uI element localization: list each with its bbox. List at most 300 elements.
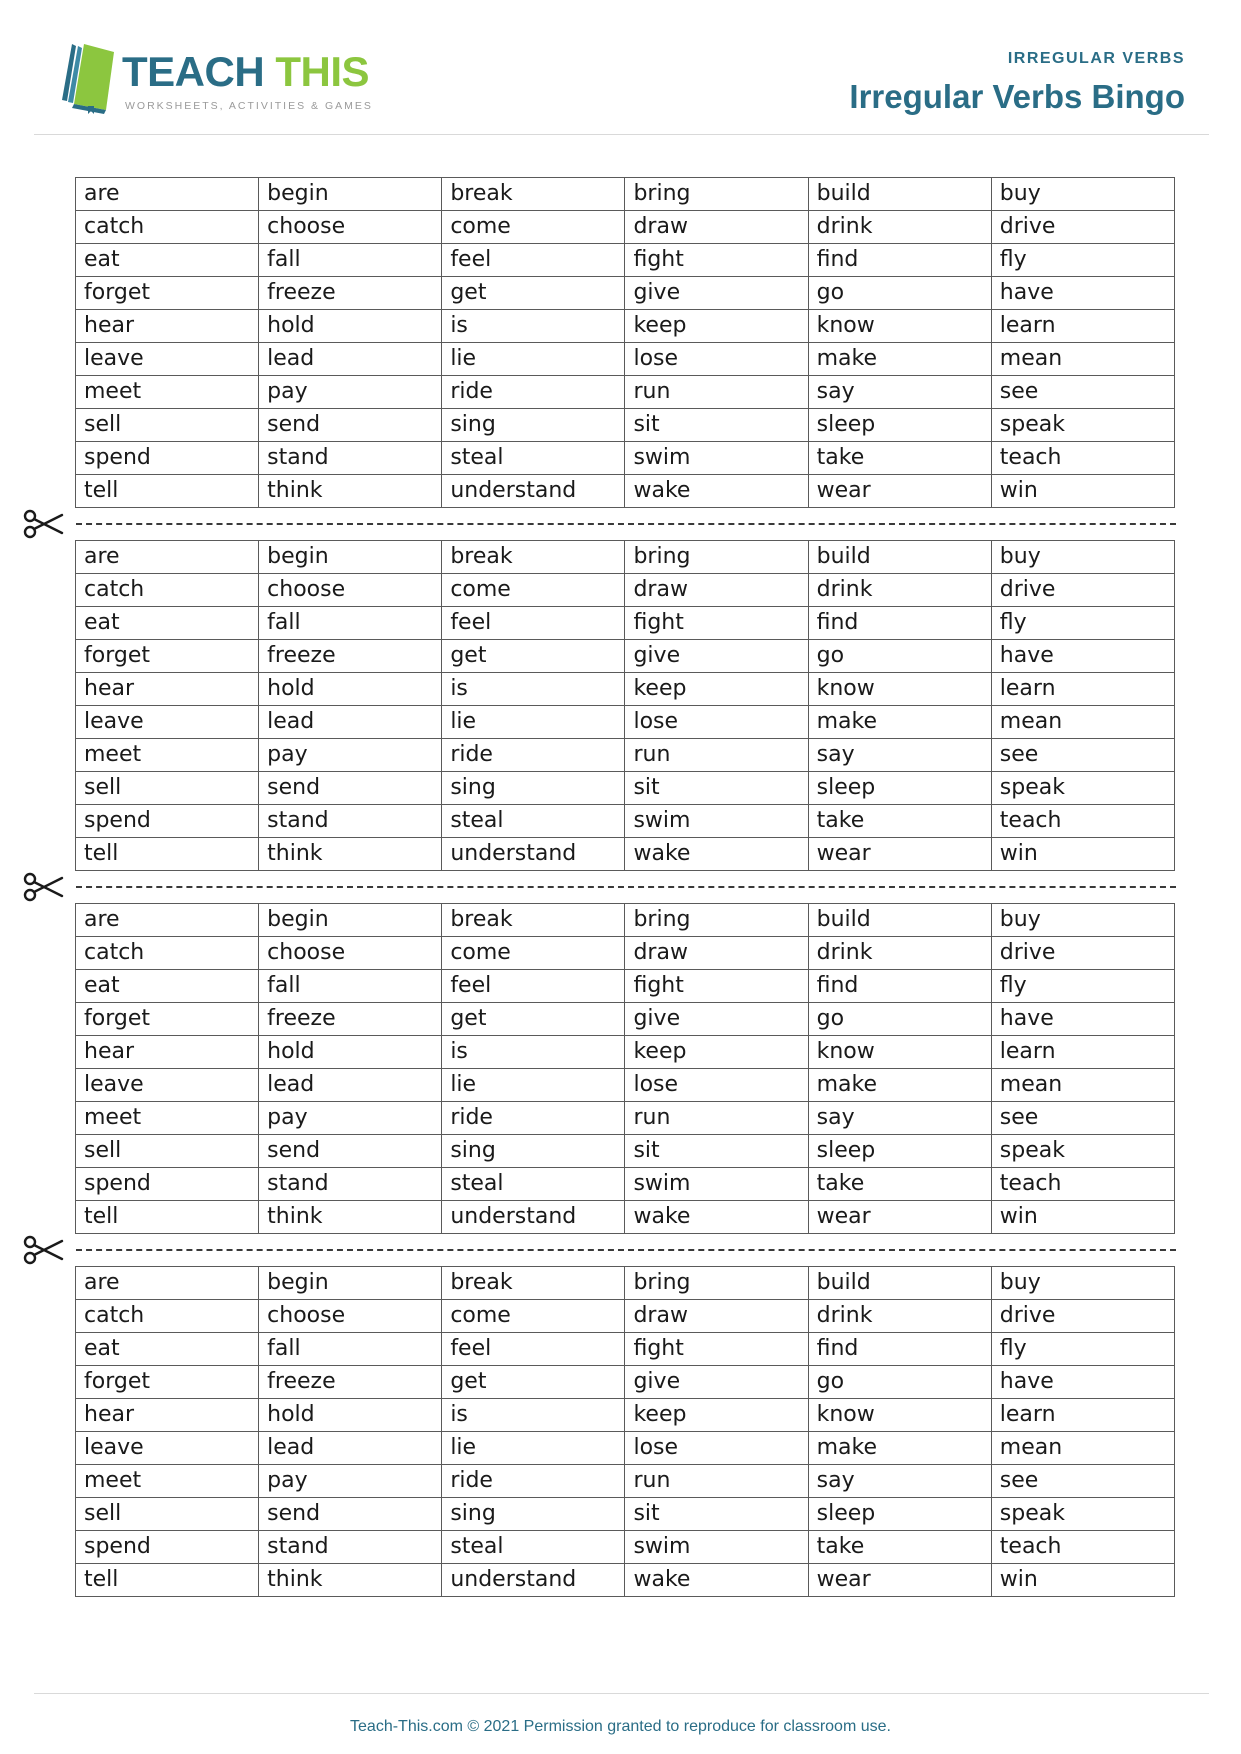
brand-name-part1: TEACH <box>122 48 265 95</box>
bingo-cell: hold <box>259 1399 442 1432</box>
cut-line <box>22 871 1197 903</box>
bingo-cell: fight <box>625 970 808 1003</box>
bingo-card <box>22 540 1197 871</box>
bingo-cell: swim <box>625 1531 808 1564</box>
bingo-cell: fight <box>625 1333 808 1366</box>
bingo-cell: speak <box>991 1135 1174 1168</box>
bingo-cell: say <box>808 739 991 772</box>
brand-tagline: WORKSHEETS, ACTIVITIES & GAMES <box>125 100 373 112</box>
bingo-cell: forget <box>76 640 259 673</box>
bingo-cell: fight <box>625 244 808 277</box>
bingo-cell: sell <box>76 1135 259 1168</box>
bingo-cell: fall <box>259 970 442 1003</box>
bingo-cell: have <box>991 640 1174 673</box>
bingo-cell: bring <box>625 1267 808 1300</box>
bingo-cell: sit <box>625 1498 808 1531</box>
bingo-cell: are <box>76 1267 259 1300</box>
scissors-icon <box>22 509 64 539</box>
brand-name <box>122 48 369 96</box>
page-header <box>0 0 1241 135</box>
bingo-row <box>76 409 1175 442</box>
bingo-cell: steal <box>442 442 625 475</box>
bingo-cell: break <box>442 178 625 211</box>
bingo-cell: lie <box>442 343 625 376</box>
bingo-cell: know <box>808 1036 991 1069</box>
bingo-cell: lead <box>259 706 442 739</box>
bingo-cell: see <box>991 1465 1174 1498</box>
bingo-cell: leave <box>76 706 259 739</box>
bingo-cell: is <box>442 1399 625 1432</box>
bingo-cell: give <box>625 277 808 310</box>
bingo-row <box>76 1564 1175 1597</box>
bingo-cell: bring <box>625 178 808 211</box>
bingo-row <box>76 772 1175 805</box>
bingo-cards-container <box>22 177 1197 1597</box>
bingo-cell: begin <box>259 904 442 937</box>
bingo-cell: fly <box>991 1333 1174 1366</box>
bingo-row <box>76 1201 1175 1234</box>
bingo-cell: forget <box>76 1003 259 1036</box>
bingo-cell: say <box>808 376 991 409</box>
brand-name-part2: THIS <box>275 48 370 95</box>
bingo-cell: take <box>808 1531 991 1564</box>
bingo-cell: wear <box>808 1201 991 1234</box>
bingo-cell: understand <box>442 838 625 871</box>
bingo-cell: understand <box>442 475 625 508</box>
bingo-row <box>76 178 1175 211</box>
bingo-row <box>76 1498 1175 1531</box>
bingo-cell: eat <box>76 607 259 640</box>
bingo-cell: keep <box>625 673 808 706</box>
bingo-cell: is <box>442 673 625 706</box>
bingo-cell: sing <box>442 1498 625 1531</box>
bingo-cell: lie <box>442 706 625 739</box>
bingo-cell: hear <box>76 673 259 706</box>
bingo-row <box>76 574 1175 607</box>
bingo-cell: hold <box>259 1036 442 1069</box>
bingo-cell: see <box>991 376 1174 409</box>
bingo-cell: learn <box>991 1036 1174 1069</box>
bingo-cell: send <box>259 409 442 442</box>
bingo-cell: stand <box>259 442 442 475</box>
bingo-row <box>76 211 1175 244</box>
bingo-cell: draw <box>625 937 808 970</box>
bingo-row <box>76 277 1175 310</box>
bingo-cell: sleep <box>808 772 991 805</box>
bingo-cell: sleep <box>808 1135 991 1168</box>
bingo-cell: sit <box>625 409 808 442</box>
bingo-cell: know <box>808 1399 991 1432</box>
bingo-cell: freeze <box>259 640 442 673</box>
bingo-cell: think <box>259 838 442 871</box>
bingo-cell: sit <box>625 1135 808 1168</box>
bingo-cell: feel <box>442 1333 625 1366</box>
bingo-row <box>76 607 1175 640</box>
bingo-cell: steal <box>442 1531 625 1564</box>
bingo-cell: teach <box>991 805 1174 838</box>
bingo-cell: are <box>76 904 259 937</box>
bingo-cell: freeze <box>259 1003 442 1036</box>
bingo-row <box>76 970 1175 1003</box>
bingo-card-table <box>75 177 1175 508</box>
bingo-card <box>22 1266 1197 1597</box>
bingo-cell: stand <box>259 1168 442 1201</box>
scissors-icon <box>22 872 64 902</box>
page-title: Irregular Verbs Bingo <box>849 78 1185 115</box>
bingo-cell: see <box>991 1102 1174 1135</box>
bingo-cell: have <box>991 277 1174 310</box>
bingo-cell: go <box>808 1366 991 1399</box>
bingo-row <box>76 739 1175 772</box>
bingo-cell: pay <box>259 1465 442 1498</box>
bingo-cell: swim <box>625 1168 808 1201</box>
bingo-cell: wear <box>808 838 991 871</box>
bingo-cell: make <box>808 1432 991 1465</box>
bingo-cell: come <box>442 937 625 970</box>
bingo-cell: lead <box>259 343 442 376</box>
dashed-cut-guide <box>76 886 1176 888</box>
bingo-cell: is <box>442 1036 625 1069</box>
bingo-cell: buy <box>991 904 1174 937</box>
bingo-cell: spend <box>76 1168 259 1201</box>
bingo-cell: drink <box>808 211 991 244</box>
bingo-card-table <box>75 540 1175 871</box>
bingo-cell: drive <box>991 1300 1174 1333</box>
bingo-card <box>22 903 1197 1234</box>
bingo-row <box>76 475 1175 508</box>
bingo-cell: run <box>625 1465 808 1498</box>
bingo-row <box>76 937 1175 970</box>
bingo-cell: go <box>808 277 991 310</box>
bingo-cell: buy <box>991 1267 1174 1300</box>
bingo-card <box>22 177 1197 508</box>
bingo-cell: hear <box>76 1036 259 1069</box>
bingo-cell: wake <box>625 838 808 871</box>
scissors-icon <box>22 1235 64 1265</box>
teach-this-logo <box>58 40 378 120</box>
bingo-cell: break <box>442 904 625 937</box>
bingo-cell: speak <box>991 1498 1174 1531</box>
bingo-cell: spend <box>76 442 259 475</box>
bingo-cell: tell <box>76 1564 259 1597</box>
bingo-row <box>76 1135 1175 1168</box>
bingo-cell: wear <box>808 475 991 508</box>
bingo-cell: think <box>259 1201 442 1234</box>
bingo-row <box>76 904 1175 937</box>
bingo-cell: hear <box>76 1399 259 1432</box>
bingo-cell: ride <box>442 739 625 772</box>
bingo-cell: leave <box>76 343 259 376</box>
bingo-row <box>76 1366 1175 1399</box>
bingo-cell: build <box>808 904 991 937</box>
bingo-cell: swim <box>625 442 808 475</box>
bingo-cell: tell <box>76 838 259 871</box>
bingo-cell: freeze <box>259 1366 442 1399</box>
bingo-cell: choose <box>259 1300 442 1333</box>
bingo-cell: eat <box>76 1333 259 1366</box>
bingo-card-table <box>75 1266 1175 1597</box>
bingo-cell: eat <box>76 244 259 277</box>
bingo-cell: meet <box>76 376 259 409</box>
bingo-cell: see <box>991 739 1174 772</box>
worksheet-category: IRREGULAR VERBS <box>1007 50 1185 67</box>
bingo-cell: teach <box>991 442 1174 475</box>
bingo-cell: fall <box>259 1333 442 1366</box>
bingo-row <box>76 1267 1175 1300</box>
bingo-cell: meet <box>76 1465 259 1498</box>
bingo-row <box>76 442 1175 475</box>
bingo-cell: think <box>259 1564 442 1597</box>
bingo-cell: take <box>808 1168 991 1201</box>
bingo-cell: wear <box>808 1564 991 1597</box>
bingo-cell: steal <box>442 1168 625 1201</box>
bingo-cell: teach <box>991 1531 1174 1564</box>
bingo-cell: buy <box>991 541 1174 574</box>
bingo-cell: teach <box>991 1168 1174 1201</box>
bingo-cell: take <box>808 805 991 838</box>
bingo-cell: steal <box>442 805 625 838</box>
bingo-cell: come <box>442 1300 625 1333</box>
bingo-cell: fight <box>625 607 808 640</box>
bingo-cell: get <box>442 1366 625 1399</box>
bingo-cell: find <box>808 1333 991 1366</box>
bingo-cell: win <box>991 838 1174 871</box>
bingo-cell: go <box>808 1003 991 1036</box>
bingo-cell: hold <box>259 673 442 706</box>
bingo-cell: mean <box>991 706 1174 739</box>
bingo-cell: lose <box>625 1432 808 1465</box>
bingo-cell: fly <box>991 607 1174 640</box>
bingo-cell: break <box>442 541 625 574</box>
bingo-cell: catch <box>76 574 259 607</box>
bingo-row <box>76 640 1175 673</box>
bingo-cell: begin <box>259 178 442 211</box>
bingo-cell: go <box>808 640 991 673</box>
bingo-cell: get <box>442 277 625 310</box>
bingo-cell: send <box>259 1135 442 1168</box>
bingo-cell: drive <box>991 211 1174 244</box>
bingo-cell: lose <box>625 343 808 376</box>
bingo-cell: feel <box>442 607 625 640</box>
bingo-cell: take <box>808 442 991 475</box>
bingo-cell: run <box>625 739 808 772</box>
bingo-cell: hold <box>259 310 442 343</box>
bingo-row <box>76 805 1175 838</box>
bingo-row <box>76 1168 1175 1201</box>
bingo-cell: make <box>808 1069 991 1102</box>
bingo-cell: learn <box>991 310 1174 343</box>
bingo-row <box>76 1036 1175 1069</box>
bingo-cell: win <box>991 475 1174 508</box>
bingo-cell: bring <box>625 541 808 574</box>
bingo-cell: catch <box>76 211 259 244</box>
bingo-row <box>76 310 1175 343</box>
bingo-cell: fall <box>259 244 442 277</box>
bingo-cell: understand <box>442 1564 625 1597</box>
bingo-cell: send <box>259 1498 442 1531</box>
bingo-cell: stand <box>259 805 442 838</box>
bingo-cell: is <box>442 310 625 343</box>
bingo-cell: drive <box>991 937 1174 970</box>
bingo-cell: buy <box>991 178 1174 211</box>
bingo-cell: lose <box>625 1069 808 1102</box>
bingo-cell: ride <box>442 376 625 409</box>
bingo-cell: mean <box>991 1432 1174 1465</box>
bingo-cell: win <box>991 1201 1174 1234</box>
bingo-cell: get <box>442 640 625 673</box>
footer-copyright: Teach-This.com © 2021 Permission granted to reproduce for classroom use. <box>350 1718 891 1735</box>
bingo-cell: build <box>808 1267 991 1300</box>
bingo-row <box>76 1465 1175 1498</box>
bingo-cell: think <box>259 475 442 508</box>
bingo-cell: learn <box>991 673 1174 706</box>
bingo-row <box>76 1333 1175 1366</box>
bingo-cell: pay <box>259 739 442 772</box>
bingo-cell: sell <box>76 1498 259 1531</box>
bingo-cell: know <box>808 310 991 343</box>
bingo-cell: wake <box>625 475 808 508</box>
bingo-cell: catch <box>76 1300 259 1333</box>
bingo-cell: find <box>808 244 991 277</box>
bingo-cell: wake <box>625 1564 808 1597</box>
bingo-cell: feel <box>442 970 625 1003</box>
bingo-cell: drink <box>808 937 991 970</box>
bingo-cell: draw <box>625 211 808 244</box>
bingo-cell: find <box>808 607 991 640</box>
bingo-row <box>76 1300 1175 1333</box>
bingo-row <box>76 673 1175 706</box>
bingo-cell: say <box>808 1465 991 1498</box>
bingo-cell: fall <box>259 607 442 640</box>
bingo-row <box>76 1399 1175 1432</box>
bingo-cell: catch <box>76 937 259 970</box>
bingo-row <box>76 1102 1175 1135</box>
bingo-cell: sing <box>442 409 625 442</box>
bingo-cell: sell <box>76 409 259 442</box>
dashed-cut-guide <box>76 523 1176 525</box>
bingo-cell: come <box>442 211 625 244</box>
bingo-cell: sleep <box>808 1498 991 1531</box>
bingo-cell: build <box>808 178 991 211</box>
bingo-cell: spend <box>76 805 259 838</box>
bingo-cell: make <box>808 706 991 739</box>
bingo-cell: hear <box>76 310 259 343</box>
bingo-cell: have <box>991 1366 1174 1399</box>
bingo-cell: lie <box>442 1069 625 1102</box>
bingo-cell: drink <box>808 574 991 607</box>
bingo-cell: spend <box>76 1531 259 1564</box>
bingo-cell: keep <box>625 1399 808 1432</box>
bingo-cell: leave <box>76 1432 259 1465</box>
bingo-cell: feel <box>442 244 625 277</box>
bingo-row <box>76 541 1175 574</box>
bingo-row <box>76 1069 1175 1102</box>
bingo-cell: choose <box>259 937 442 970</box>
bingo-cell: meet <box>76 739 259 772</box>
cut-line <box>22 508 1197 540</box>
bingo-cell: build <box>808 541 991 574</box>
bingo-cell: swim <box>625 805 808 838</box>
bingo-cell: speak <box>991 772 1174 805</box>
bingo-card-table <box>75 903 1175 1234</box>
bingo-cell: lead <box>259 1432 442 1465</box>
bingo-cell: run <box>625 1102 808 1135</box>
bingo-cell: leave <box>76 1069 259 1102</box>
bingo-cell: wake <box>625 1201 808 1234</box>
bingo-cell: drive <box>991 574 1174 607</box>
bingo-cell: come <box>442 574 625 607</box>
bingo-row <box>76 1531 1175 1564</box>
bingo-cell: drink <box>808 1300 991 1333</box>
bingo-cell: freeze <box>259 277 442 310</box>
bingo-row <box>76 1003 1175 1036</box>
bingo-cell: bring <box>625 904 808 937</box>
bingo-cell: find <box>808 970 991 1003</box>
bingo-row <box>76 1432 1175 1465</box>
bingo-cell: make <box>808 343 991 376</box>
bingo-cell: say <box>808 1102 991 1135</box>
bingo-cell: choose <box>259 574 442 607</box>
bingo-cell: win <box>991 1564 1174 1597</box>
bingo-cell: tell <box>76 475 259 508</box>
bingo-cell: are <box>76 541 259 574</box>
dashed-cut-guide <box>76 1249 1176 1251</box>
bingo-cell: lie <box>442 1432 625 1465</box>
bingo-row <box>76 706 1175 739</box>
bingo-cell: ride <box>442 1102 625 1135</box>
bingo-cell: begin <box>259 1267 442 1300</box>
bingo-cell: eat <box>76 970 259 1003</box>
bingo-cell: begin <box>259 541 442 574</box>
bingo-cell: are <box>76 178 259 211</box>
bingo-row <box>76 838 1175 871</box>
bingo-cell: keep <box>625 310 808 343</box>
bingo-cell: give <box>625 1003 808 1036</box>
bingo-cell: sleep <box>808 409 991 442</box>
bingo-row <box>76 244 1175 277</box>
bingo-cell: mean <box>991 343 1174 376</box>
bingo-cell: sell <box>76 772 259 805</box>
bingo-cell: draw <box>625 574 808 607</box>
bingo-cell: fly <box>991 244 1174 277</box>
bingo-cell: learn <box>991 1399 1174 1432</box>
bingo-cell: break <box>442 1267 625 1300</box>
bingo-cell: mean <box>991 1069 1174 1102</box>
bingo-cell: sit <box>625 772 808 805</box>
bingo-cell: forget <box>76 1366 259 1399</box>
bingo-cell: sing <box>442 772 625 805</box>
footer-divider <box>34 1693 1209 1694</box>
book-logo-icon <box>58 40 120 114</box>
bingo-cell: send <box>259 772 442 805</box>
bingo-cell: forget <box>76 277 259 310</box>
bingo-cell: lose <box>625 706 808 739</box>
bingo-cell: give <box>625 640 808 673</box>
bingo-cell: lead <box>259 1069 442 1102</box>
bingo-cell: have <box>991 1003 1174 1036</box>
bingo-cell: sing <box>442 1135 625 1168</box>
bingo-cell: speak <box>991 409 1174 442</box>
bingo-cell: give <box>625 1366 808 1399</box>
bingo-cell: run <box>625 376 808 409</box>
bingo-row <box>76 376 1175 409</box>
header-divider <box>34 134 1209 135</box>
bingo-cell: know <box>808 673 991 706</box>
bingo-cell: understand <box>442 1201 625 1234</box>
bingo-cell: get <box>442 1003 625 1036</box>
bingo-cell: draw <box>625 1300 808 1333</box>
bingo-row <box>76 343 1175 376</box>
